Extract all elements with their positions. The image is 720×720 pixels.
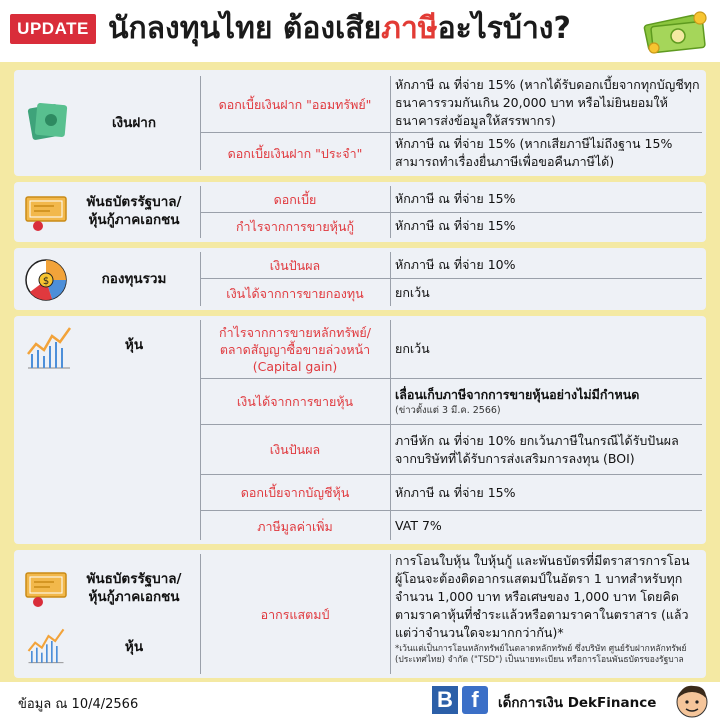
svg-text:$: $ xyxy=(42,276,50,287)
bond-card xyxy=(14,182,706,242)
divider xyxy=(200,554,201,674)
item-line: (Capital gain) xyxy=(252,358,338,374)
mascot-avatar-icon xyxy=(672,682,712,720)
row-desc: หักภาษี ณ ที่จ่าย 15% (หากเสียภาษีไม่ถึงฐาน 15% สามารถทำเรื่องยื่นภาษีเพื่อขอคืนภาษีได้) xyxy=(395,136,673,169)
row-item: เงินปันผล xyxy=(269,442,321,457)
stamp-card xyxy=(14,550,706,678)
row-desc-note: (ข่าวตั้งแต่ 3 มี.ค. 2566) xyxy=(395,405,501,416)
row-desc: หักภาษี ณ ที่จ่าย 15% (หากได้รับดอกเบี้ยจากทุกบัญชีทุกธนาคารรวมกันเกิน 20,000 บาท หรือไม่ยินยอมให้ธนาคารส่งข้อมูลให้สรรพากร) xyxy=(395,77,700,128)
row-desc: หักภาษี ณ ที่จ่าย 15% xyxy=(395,191,516,206)
row-desc xyxy=(395,552,700,676)
category-stock: หุ้น xyxy=(124,639,144,655)
divider xyxy=(390,320,391,540)
title-highlight: ภาษี xyxy=(381,11,438,46)
money-bills-icon xyxy=(640,6,712,56)
row-item: เงินได้จากการขายหุ้น xyxy=(236,394,354,409)
row-item: ดอกเบี้ยจากบัญชีหุ้น xyxy=(240,485,350,500)
fund-card xyxy=(14,248,706,310)
facebook-logo-icon[interactable]: f xyxy=(462,686,488,714)
category-line: หุ้นกู้ภาคเอกชน xyxy=(88,212,180,228)
row-item xyxy=(204,320,386,378)
row-item: กำไรจากการขายหุ้นกู้ xyxy=(235,218,355,234)
row-desc: ยกเว้น xyxy=(395,285,430,300)
row-desc: ยกเว้น xyxy=(395,341,430,356)
row-desc-main: เลื่อนเก็บภาษีจากการขายหุ้นอย่างไม่มีกำหนด xyxy=(395,387,640,402)
row-item: เงินปันผล xyxy=(269,257,321,273)
divider xyxy=(200,320,201,540)
row-item: ดอกเบี้ย xyxy=(273,191,317,207)
title-part1: นักลงทุนไทย ต้องเสีย xyxy=(108,11,382,46)
row-item: เงินได้จากการขายกองทุน xyxy=(226,285,364,301)
blockdit-logo-icon[interactable]: B xyxy=(432,686,458,714)
row-desc-main: การโอนใบหุ้น ใบหุ้นกู้ และพันธบัตรที่มีตราสารการโอน ผู้โอนจะต้องติดอากรแสตมป์ในอัตรา 1 บาทสำหรับทุกจำนวน 1,000 บาท หรือเศษของ 1,000 บาท โดยคิดตามราคาหุ้นที่ชำระแล้วหรือตามราคาในตราสาร (แล้วแต่ว่าจำนวนใดจะมากกว่ากัน)* xyxy=(395,553,690,640)
stock-card xyxy=(14,316,706,544)
pie-chart-coin-icon xyxy=(22,252,72,306)
divider xyxy=(200,76,201,170)
item-line: ตลาดสัญญาซื้อขายล่วงหน้า xyxy=(219,341,371,357)
update-badge: UPDATE xyxy=(10,14,96,44)
row-desc: หักภาษี ณ ที่จ่าย 15% xyxy=(395,218,516,233)
category-fund: กองทุนรวม xyxy=(101,271,167,287)
category-line: พันธบัตรรัฐบาล/ xyxy=(86,571,182,587)
category-bond xyxy=(72,193,196,229)
brand-name: เด็กการเงิน DekFinance xyxy=(498,695,657,711)
row-desc: VAT 7% xyxy=(395,518,442,533)
divider xyxy=(390,76,391,170)
header xyxy=(0,0,720,62)
category-stock: หุ้น xyxy=(124,337,144,353)
certificate-icon xyxy=(24,194,68,234)
row-item: ภาษีมูลค่าเพิ่ม xyxy=(257,518,333,534)
title-part2: อะไรบ้าง? xyxy=(437,11,571,46)
cash-stack-icon xyxy=(26,98,72,142)
deposit-card xyxy=(14,70,706,176)
item-line: กำไรจากการขายหลักทรัพย์/ xyxy=(219,324,371,340)
row-desc xyxy=(395,379,700,424)
stock-chart-icon xyxy=(24,324,74,372)
content-sheet xyxy=(0,62,720,682)
stock-chart-icon xyxy=(24,626,68,666)
footer xyxy=(0,682,720,720)
divider xyxy=(200,252,201,306)
row-desc-footnote: *เว้นแต่เป็นการโอนหลักทรัพย์ในตลาดหลักทรัพย์ ซึ่งบริษัท ศูนย์รับฝากหลักทรัพย์ (ประเทศไทย) จำกัด ("TSD") เป็นนายทะเบียน หรือการโอนพันธบัตรของรัฐบาล xyxy=(395,644,687,665)
row-desc: หักภาษี ณ ที่จ่าย 15% xyxy=(395,484,516,500)
divider xyxy=(390,554,391,674)
data-date: ข้อมูล ณ 10/4/2566 xyxy=(18,697,139,712)
certificate-icon xyxy=(24,570,68,610)
category-line: หุ้นกู้ภาคเอกชน xyxy=(88,589,180,605)
category-deposit: เงินฝาก xyxy=(111,115,157,131)
divider xyxy=(390,252,391,306)
row-item: ดอกเบี้ยเงินฝาก "ประจำ" xyxy=(227,145,363,161)
row-item: ดอกเบี้ยเงินฝาก "ออมทรัพย์" xyxy=(218,96,372,112)
row-desc: ภาษีหัก ณ ที่จ่าย 10% ยกเว้นภาษีในกรณีได้รับปันผลจากบริษัทที่ได้รับการส่งเสริมการลงทุน (BOI) xyxy=(395,432,679,466)
category-bond xyxy=(72,570,196,606)
page-title xyxy=(108,8,571,50)
row-item: อากรแสตมป์ xyxy=(260,606,330,622)
category-line: พันธบัตรรัฐบาล/ xyxy=(86,194,182,210)
row-desc: หักภาษี ณ ที่จ่าย 10% xyxy=(395,257,516,272)
